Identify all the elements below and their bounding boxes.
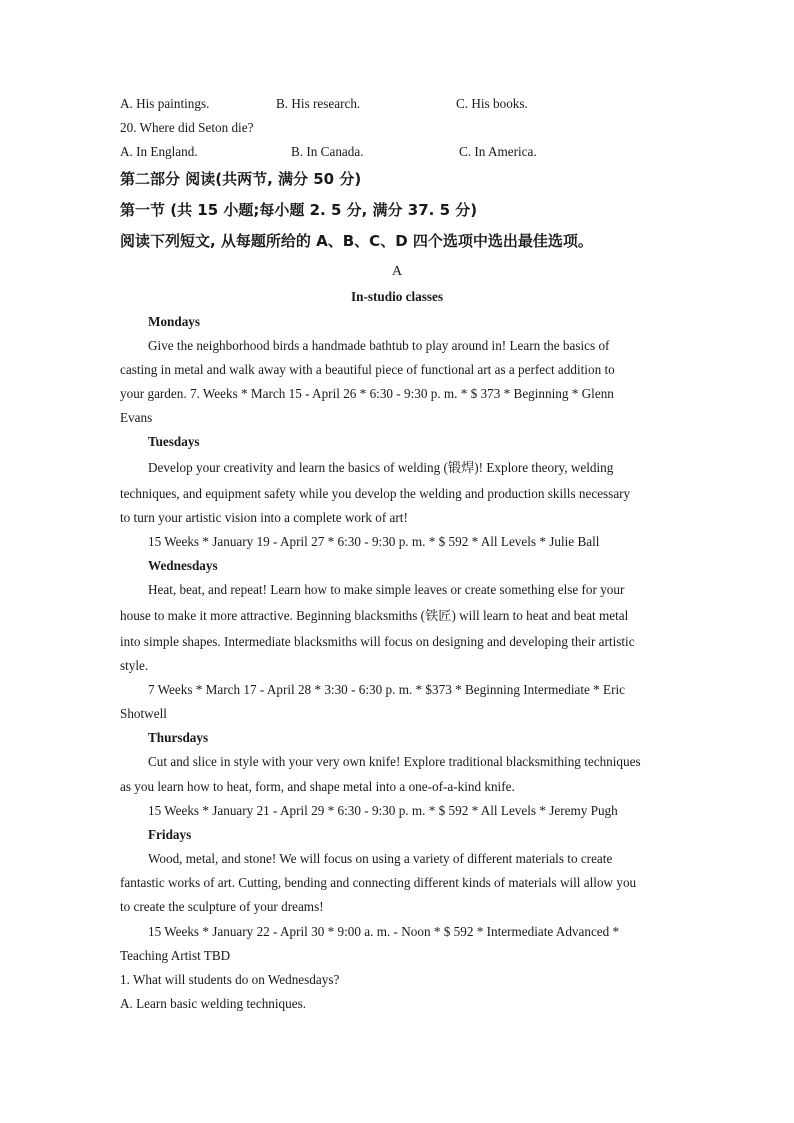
q19-option-b: B. His research. (276, 96, 361, 111)
section-part2-heading: 第二部分 阅读(共两节, 满分 50 分) (120, 170, 362, 188)
q1-option-a: A. Learn basic welding techniques. (120, 996, 307, 1011)
wednesdays-text-line: into simple shapes. Intermediate blacksmiths will focus on designing and developing their artistic (120, 634, 635, 649)
mondays-text-line: casting in metal and walk away with a beautiful piece of functional art as a perfect addition to (120, 362, 615, 377)
tuesdays-text-line: to turn your artistic vision into a complete work of art! (120, 510, 408, 525)
passage-letter: A (391, 264, 403, 279)
wednesdays-text-line: style. (120, 658, 149, 673)
section-instruction: 阅读下列短文, 从每题所给的 A、B、C、D 四个选项中选出最佳选项。 (120, 232, 593, 250)
wednesdays-text-line: house to make it more attractive. Beginning blacksmiths (铁匠) will learn to heat and beat metal (120, 608, 629, 623)
fridays-schedule: Teaching Artist TBD (120, 948, 231, 963)
mondays-text-line: Evans (120, 410, 153, 425)
q19-option-c: C. His books. (456, 96, 528, 111)
wednesdays-heading: Wednesdays (148, 558, 218, 573)
fridays-text-line: Wood, metal, and stone! We will focus on using a variety of different materials to create (148, 851, 613, 866)
q20-option-b: B. In Canada. (291, 144, 364, 159)
tuesdays-heading: Tuesdays (148, 434, 200, 449)
q20-option-c: C. In America. (459, 144, 537, 159)
thursdays-text-line: as you learn how to heat, form, and shape metal into a one-of-a-kind knife. (120, 779, 515, 794)
thursdays-schedule: 15 Weeks * January 21 - April 29 * 6:30 - 9:30 p. m. * $ 592 * All Levels * Jeremy Pugh (148, 803, 618, 818)
q20-option-a: A. In England. (120, 144, 198, 159)
mondays-text-line: your garden. 7. Weeks * March 15 - April 26 * 6:30 - 9:30 p. m. * $ 373 * Beginning * Glenn (120, 386, 614, 401)
tuesdays-text-line: techniques, and equipment safety while you develop the welding and production skills necessary (120, 486, 631, 501)
wednesdays-schedule: 7 Weeks * March 17 - April 28 * 3:30 - 6:30 p. m. * $373 * Beginning Intermediate * Eric (148, 682, 626, 697)
q19-option-a: A. His paintings. (120, 96, 210, 111)
tuesdays-text-line: Develop your creativity and learn the basics of welding (锻焊)! Explore theory, welding (148, 460, 614, 475)
fridays-schedule: 15 Weeks * January 22 - April 30 * 9:00 a. m. - Noon * $ 592 * Intermediate Advanced * (148, 924, 620, 939)
section-1-heading: 第一节 (共 15 小题;每小题 2. 5 分, 满分 37. 5 分) (120, 201, 478, 219)
wednesdays-schedule: Shotwell (120, 706, 167, 721)
q1-stem: 1. What will students do on Wednesdays? (120, 972, 340, 987)
wednesdays-text-line: Heat, beat, and repeat! Learn how to make simple leaves or create something else for your (148, 582, 625, 597)
thursdays-text-line: Cut and slice in style with your very own knife! Explore traditional blacksmithing techniques (148, 754, 641, 769)
fridays-text-line: to create the sculpture of your dreams! (120, 899, 324, 914)
q20-stem: 20. Where did Seton die? (120, 120, 254, 135)
passage-title: In-studio classes (351, 289, 443, 304)
fridays-heading: Fridays (148, 827, 192, 842)
tuesdays-schedule: 15 Weeks * January 19 - April 27 * 6:30 - 9:30 p. m. * $ 592 * All Levels * Julie Ball (148, 534, 600, 549)
fridays-text-line: fantastic works of art. Cutting, bending and connecting different kinds of materials will allow you (120, 875, 637, 890)
mondays-text-line: Give the neighborhood birds a handmade bathtub to play around in! Learn the basics of (148, 338, 610, 353)
mondays-heading: Mondays (148, 314, 201, 329)
thursdays-heading: Thursdays (148, 730, 209, 745)
